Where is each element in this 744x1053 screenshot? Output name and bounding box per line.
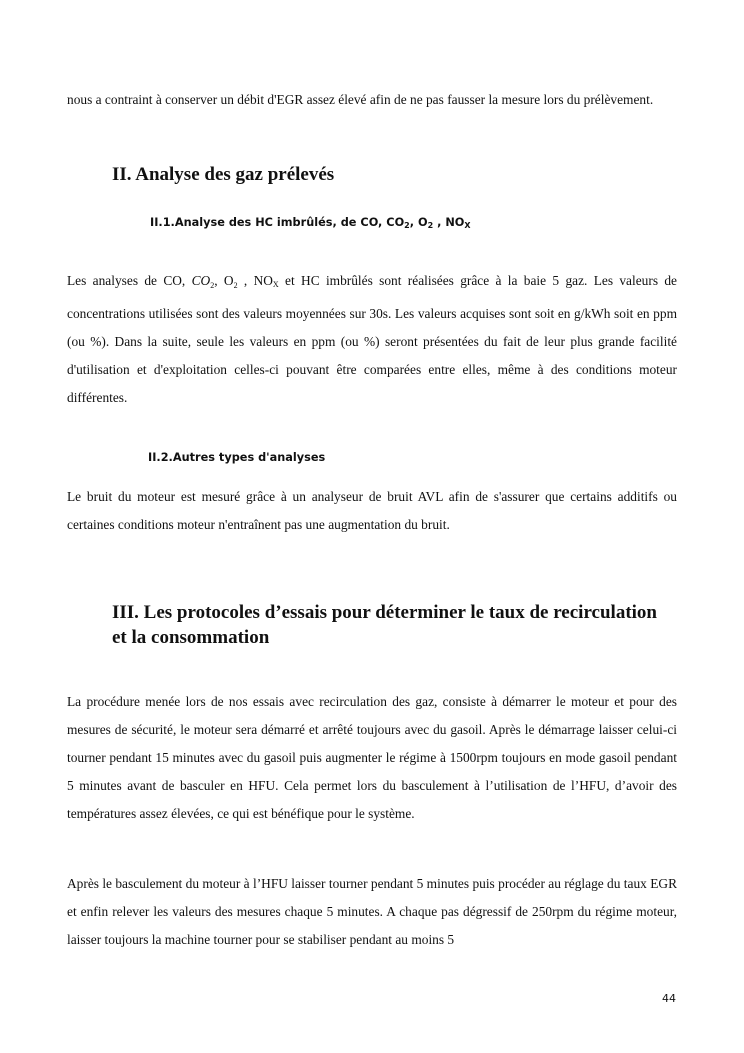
section-heading-3: III. Les protocoles d’essais pour déterminer le taux de recirculation et la consommation <box>112 602 657 648</box>
subsection-heading-2-1: II.1.Analyse des HC imbrûlés, de CO, CO2, O2 , NOX <box>150 216 471 230</box>
paragraph-bruit: Le bruit du moteur est mesuré grâce à un analyseur de bruit AVL afin de s'assurer que certains additifs ou certaines conditions moteur n'entraînent pas une augmentation du bruit. <box>67 489 677 532</box>
paragraph-basculement: Après le basculement du moteur à l’HFU laisser tourner pendant 5 minutes puis procéder au réglage du taux EGR et enfin relever les valeurs des mesures chaque 5 minutes. A chaque pas dégressif de 250rpm du régime moteur, laisser toujours la machine tourner pour se stabiliser pendant au moins 5 <box>67 876 677 947</box>
paragraph-analyses: Les analyses de CO, $CO_2$, $O_2$ , NOX et HC imbrûlés sont réalisées grâce à la baie 5 gaz. Les valeurs de concentrations utilisées sont des valeurs moyennées sur 30s. Les valeurs acquises sont soit en g/kWh soit en ppm (ou %). Dans la suite, seule les valeurs en ppm (ou %) seront présentées du fait de leur plus grande facilité d'utilisation et d'exploitation celles-ci pouvant être comparées entre elles, même à des conditions moteur différentes. <box>67 273 677 405</box>
page-number: 44 <box>662 992 676 1005</box>
section-heading-2: II. Analyse des gaz prélevés <box>112 164 335 185</box>
subsection-heading-2-2: II.2.Autres types d'analyses <box>148 451 326 464</box>
paragraph-procedure: La procédure menée lors de nos essais avec recirculation des gaz, consiste à démarrer le moteur et pour des mesures de sécurité, le moteur sera démarré et arrêté toujours avec du gasoil. Après le démarrage laisser celui-ci tourner pendant 15 minutes avec du gasoil puis augmenter le régime à 1500rpm toujours en mode gasoil pendant 5 minutes avant de basculer en HFU. Cela permet lors du basculement à l’utilisation de l’HFU, d’avoir des températures assez élevées, ce qui est bénéfique pour le système. <box>67 694 677 821</box>
paragraph-continuation: nous a contraint à conserver un débit d'EGR assez élevé afin de ne pas fausser la mesure lors du prélèvement. <box>67 92 654 107</box>
